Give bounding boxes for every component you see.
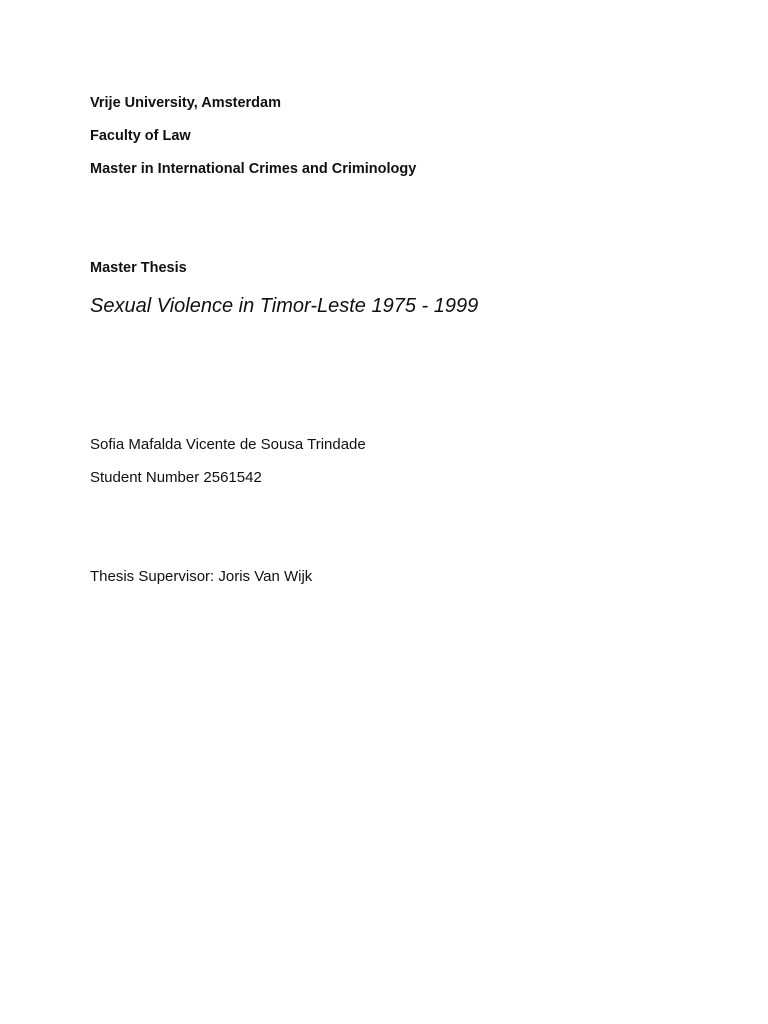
- programme-name: Master in International Crimes and Criminology: [90, 161, 417, 177]
- thesis-label: Master Thesis: [90, 260, 187, 276]
- author-name: Sofia Mafalda Vicente de Sousa Trindade: [90, 436, 366, 453]
- thesis-title: Sexual Violence in Timor-Leste 1975 - 1999: [90, 295, 479, 317]
- university-name: Vrije University, Amsterdam: [90, 95, 281, 111]
- faculty-name: Faculty of Law: [90, 128, 191, 144]
- student-number: Student Number 2561542: [90, 469, 262, 486]
- thesis-supervisor: Thesis Supervisor: Joris Van Wijk: [90, 568, 313, 585]
